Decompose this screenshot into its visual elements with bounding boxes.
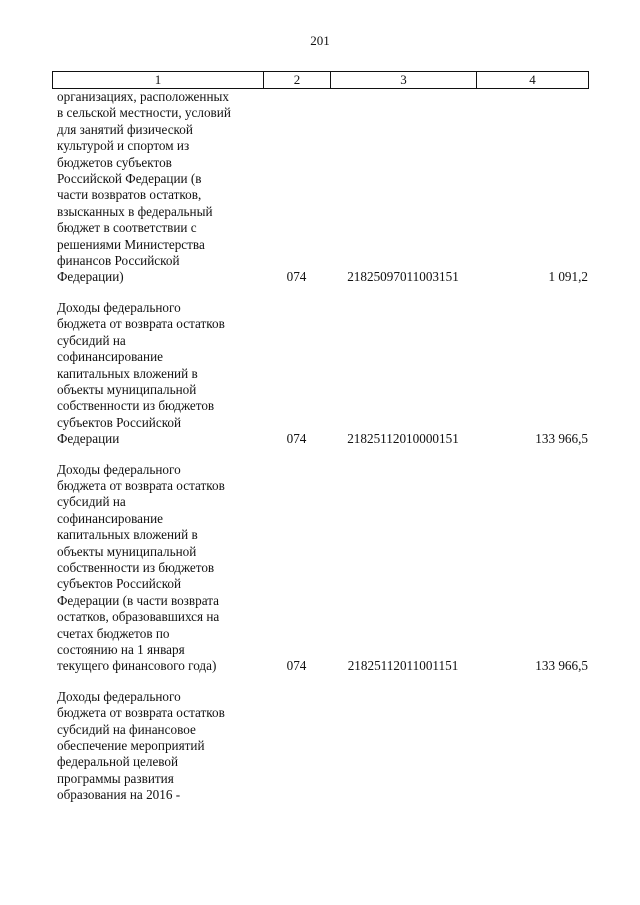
row-description: [57, 462, 261, 675]
table-body: [52, 89, 589, 804]
description-line: Доходы федерального: [57, 688, 181, 704]
revenue-table: [52, 71, 589, 804]
table-row: [52, 89, 589, 286]
description-line: культурой и спортом из: [57, 138, 190, 154]
description-line: капитальных вложений в: [57, 527, 198, 543]
description-line: федеральной целевой: [57, 754, 179, 770]
row-amount: 1 091,2: [548, 269, 588, 285]
description-line: бюджетов субъектов: [57, 154, 172, 170]
description-line: Федерации: [57, 431, 120, 447]
description-line: бюджета от возврата остатков: [57, 477, 225, 493]
description-line: Доходы федерального: [57, 299, 181, 315]
description-line: субсидий на: [57, 332, 126, 348]
column-header-4: 4: [476, 72, 589, 88]
row-kbk: 21825112011001151: [347, 658, 459, 674]
description-line: образования на 2016 -: [57, 787, 181, 803]
row-kbk: 21825112010000151: [347, 431, 459, 447]
description-line: бюджет в соответствии с: [57, 220, 197, 236]
description-line: объекты муниципальной: [57, 381, 197, 397]
description-line: субсидий на: [57, 494, 126, 510]
row-amount: 133 966,5: [535, 658, 588, 674]
row-description: [57, 89, 261, 286]
description-line: собственности из бюджетов: [57, 559, 215, 575]
description-line: взысканных в федеральный: [57, 203, 213, 219]
description-line: части возвратов остатков,: [57, 187, 202, 203]
description-line: Доходы федерального: [57, 461, 181, 477]
table-row: [52, 462, 589, 675]
table-header-row: [52, 71, 589, 89]
description-line: субсидий на финансовое: [57, 721, 196, 737]
description-line: субъектов Российской: [57, 576, 182, 592]
description-line: остатков, образовавшихся на: [57, 609, 220, 625]
description-line: решениями Министерства: [57, 236, 205, 252]
column-header-2: 2: [263, 72, 330, 88]
description-line: объекты муниципальной: [57, 543, 197, 559]
row-description: [57, 300, 261, 448]
description-line: организациях, расположенных: [57, 89, 229, 104]
column-header-3: 3: [330, 72, 476, 88]
description-line: в сельской местности, условий: [57, 105, 231, 121]
description-line: Федерации): [57, 269, 124, 285]
description-line: состоянию на 1 января: [57, 642, 185, 657]
table-row: [52, 689, 589, 804]
row-description: [57, 689, 261, 804]
page-number: 201: [310, 33, 330, 48]
description-line: бюджета от возврата остатков: [57, 316, 225, 332]
description-line: обеспечение мероприятий: [57, 738, 205, 754]
row-amount: 133 966,5: [535, 431, 588, 447]
row-code: 074: [286, 431, 307, 447]
row-code: 074: [286, 658, 307, 674]
row-code: 074: [286, 269, 307, 285]
description-line: субъектов Российской: [57, 414, 182, 430]
column-header-1: 1: [52, 72, 263, 88]
description-line: софинансирование: [57, 349, 163, 365]
table-row: [52, 300, 589, 448]
description-line: программы развития: [57, 770, 174, 786]
row-kbk: 21825097011003151: [347, 269, 459, 285]
description-line: капитальных вложений в: [57, 365, 198, 381]
description-line: текущего финансового года): [57, 658, 217, 674]
description-line: Федерации (в части возврата: [57, 592, 219, 608]
description-line: собственности из бюджетов: [57, 398, 215, 414]
description-line: софинансирование: [57, 510, 163, 526]
description-line: бюджета от возврата остатков: [57, 705, 225, 721]
description-line: финансов Российской: [57, 253, 180, 269]
description-line: счетах бюджетов по: [57, 625, 170, 641]
description-line: для занятий физической: [57, 121, 193, 137]
description-line: Российской Федерации (в: [57, 171, 202, 187]
